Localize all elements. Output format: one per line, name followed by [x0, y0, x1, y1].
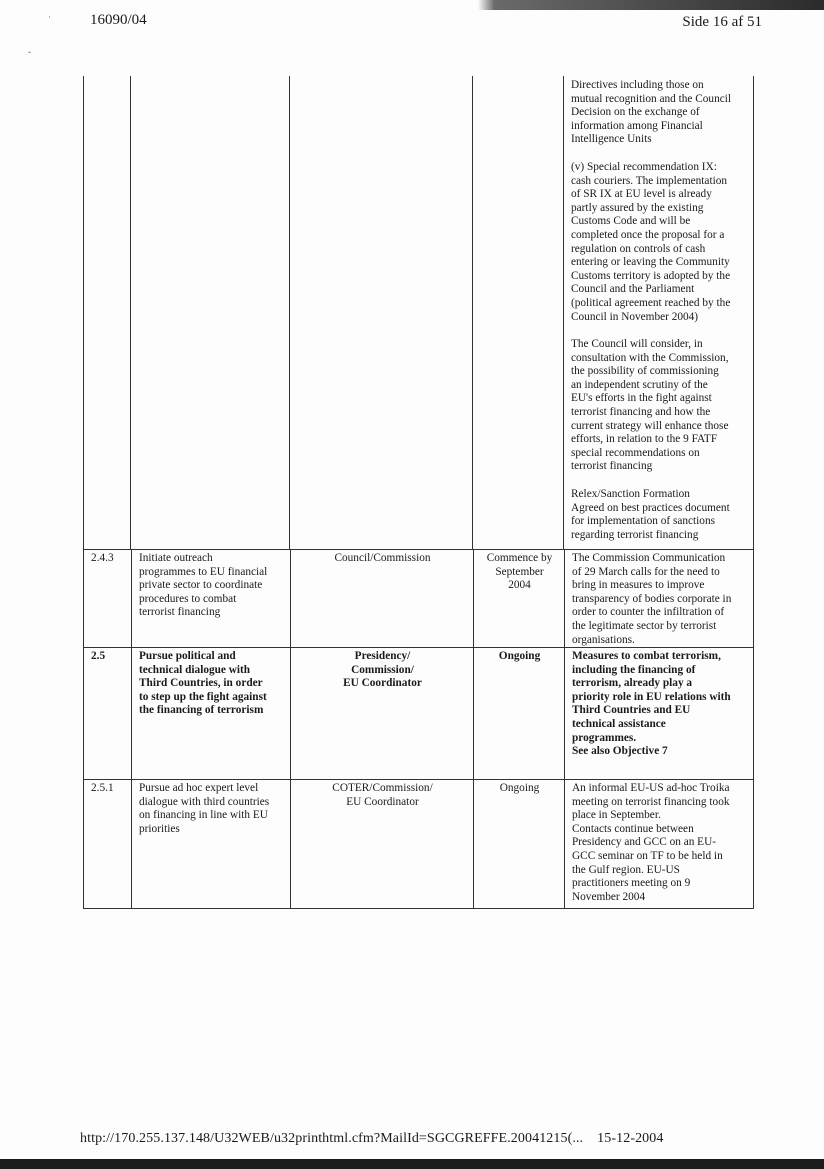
- cell-deadline: Commence by September 2004: [473, 550, 564, 649]
- action-plan-table: [83, 76, 754, 909]
- status-paragraph: Directives including those on mutual recognition and the Council Decision on the exchange of information among Financial Intelligence Units: [571, 79, 732, 146]
- cell-status: [563, 76, 754, 549]
- table-row: [83, 549, 754, 648]
- cell-deadline: Ongoing: [473, 780, 564, 908]
- cell-num: 2.4.3: [91, 552, 114, 564]
- status-paragraph: Relex/Sanction Formation Agreed on best practices document for implementation of sanctions regarding terrorist financing: [571, 488, 730, 541]
- cell-action: Pursue political and technical dialogue with Third Countries, in order to step up the fight against the financing of terrorism: [131, 648, 290, 779]
- cell-responsible: COTER/Commission/ EU Coordinator: [290, 780, 473, 908]
- cell-responsible: [289, 76, 472, 549]
- cell-responsible: Presidency/ Commission/ EU Coordinator: [290, 648, 473, 779]
- status-paragraph: (v) Special recommendation IX: cash couriers. The implementation of SR IX at EU level is already partly assured by the existing Customs Code and will be completed once the proposal for a regulation on controls of cash entering or leaving the Community Customs territory is adopted by the Council and the Parliament (political agreement reached by the Council in November 2004): [571, 160, 731, 323]
- page-number: Side 16 af 51: [682, 14, 762, 30]
- footer-date: 15-12-2004: [597, 1131, 664, 1146]
- cell-action: Initiate outreach programmes to EU financial private sector to coordinate procedures to combat terrorist financing: [131, 550, 290, 649]
- print-footer: [80, 1131, 663, 1147]
- cell-deadline: Ongoing: [473, 648, 564, 779]
- table-row: [83, 780, 754, 909]
- table-row: [83, 648, 754, 780]
- footer-url: http://170.255.137.148/U32WEB/u32printhtml.cfm?MailId=SGCGREFFE.20041215(...: [80, 1131, 584, 1146]
- scan-speck: ·: [48, 12, 51, 22]
- cell-status: The Commission Communication of 29 March calls for the need to bring in measures to improve transparency of bodies corporate in order to counter the infiltration of the legitimate sector by terrorist organisations.: [564, 550, 755, 649]
- table-row-continued: [83, 76, 754, 549]
- cell-deadline: [472, 76, 563, 549]
- scan-speck: ˇ: [28, 50, 31, 60]
- cell-num: 2.5: [91, 650, 106, 662]
- document-number: 16090/04: [90, 12, 147, 28]
- cell-num: [83, 76, 130, 549]
- cell-status: An informal EU-US ad-hoc Troika meeting on terrorist financing took place in September. Contacts continue between Presidency and GCC on an EU- GCC seminar on TF to be held in the Gulf region. EU-US practitioners meeting on 9 November 2004: [564, 780, 755, 908]
- scan-edge-bottom: [0, 1159, 824, 1169]
- status-paragraph: The Council will consider, in consultation with the Commission, the possibility of commissioning an independent scrutiny of the EU's efforts in the fight against terrorist financing and how the current strategy will enhance those efforts, in relation to the 9 FATF special recommendations on terrorist financing: [571, 338, 729, 473]
- cell-action: [130, 76, 289, 549]
- cell-num: 2.5.1: [91, 782, 114, 794]
- cell-action: Pursue ad hoc expert level dialogue with third countries on financing in line with EU priorities: [131, 780, 290, 908]
- cell-responsible: Council/Commission: [290, 550, 473, 649]
- cell-status: Measures to combat terrorism, including the financing of terrorism, already play a priority role in EU relations with Third Countries and EU technical assistance programmes. See also Objective 7: [564, 648, 755, 779]
- scan-edge-top: [0, 0, 824, 10]
